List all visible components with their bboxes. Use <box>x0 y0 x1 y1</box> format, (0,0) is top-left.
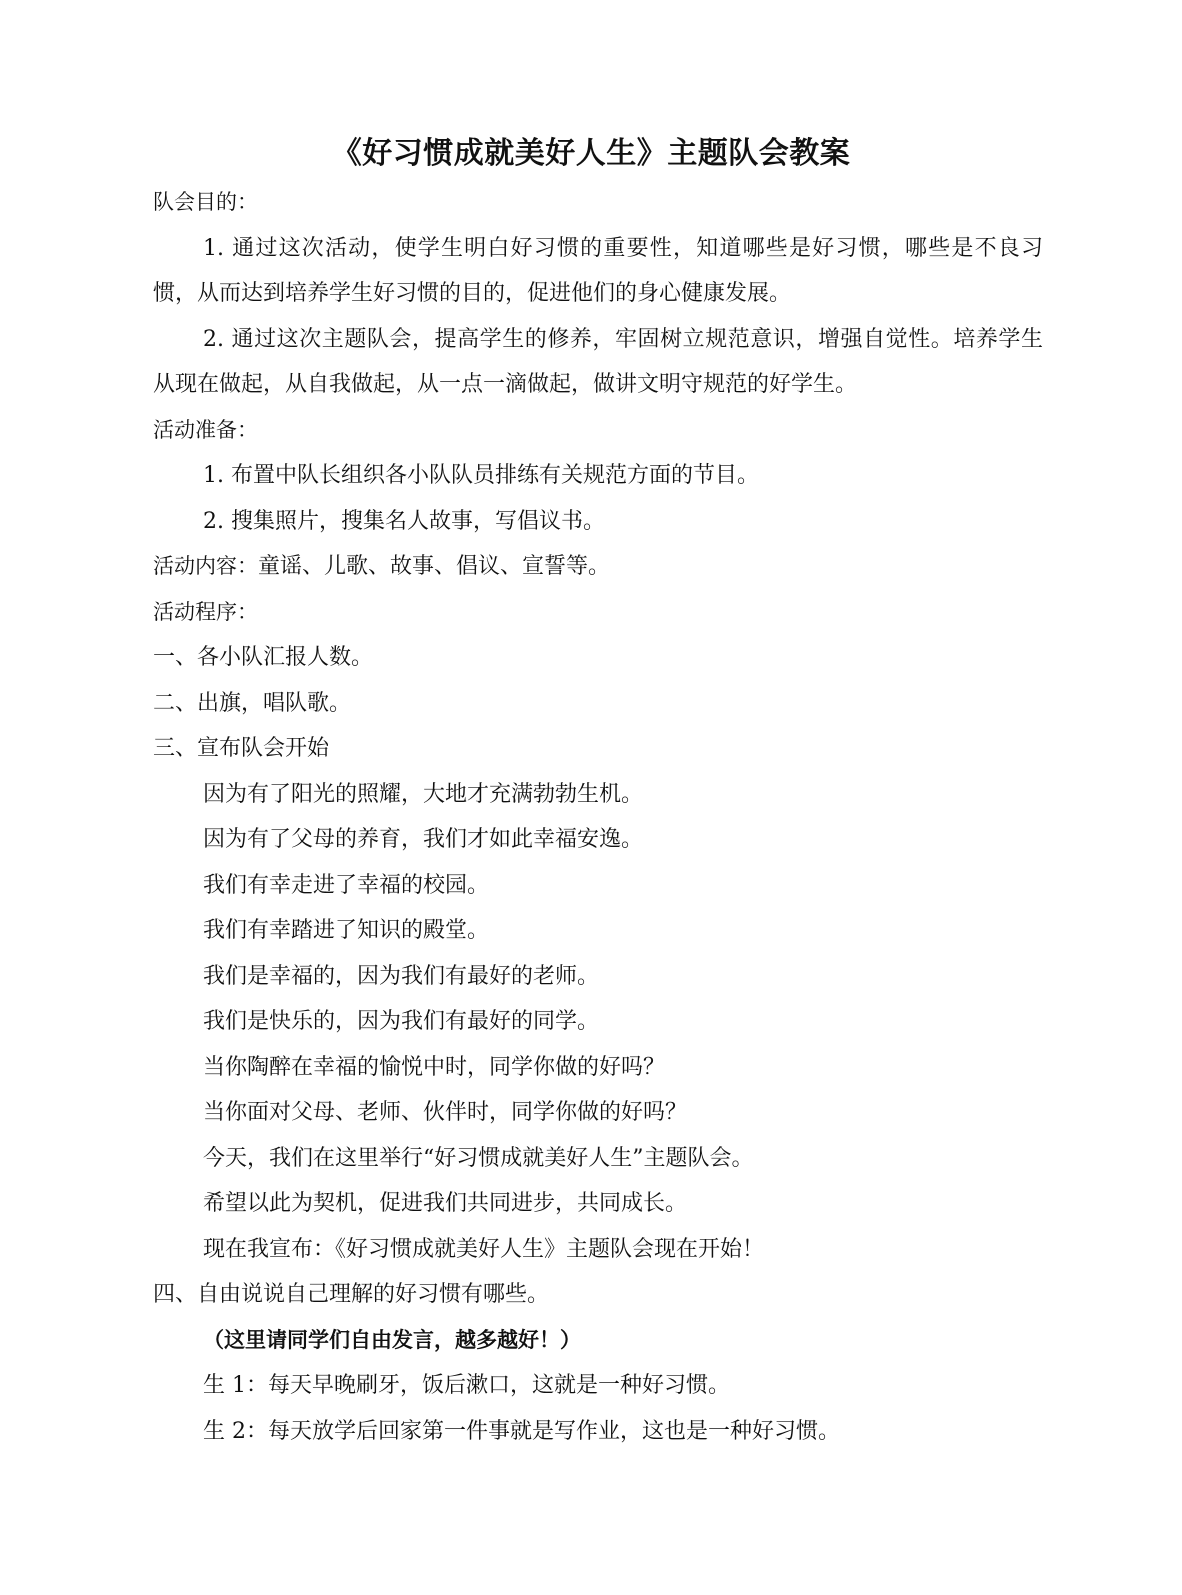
procedure-heading: 活动程序： <box>153 599 258 624</box>
purpose-heading: 队会目的： <box>153 190 258 214</box>
prep-heading: 活动准备： <box>153 417 258 442</box>
document-title: 《好习惯成就美好人生》主题队会教案 <box>331 136 851 171</box>
content-line <box>153 544 1043 590</box>
prep-item-1: 1. 布置中队长组织各小队队员排练有关规范方面的节目。 <box>203 463 759 488</box>
procedure-step-3: 三、宣布队会开始 <box>153 736 330 761</box>
prep-item-2: 2. 搜集照片，搜集名人故事，写倡议书。 <box>203 508 605 534</box>
step-4-note: （这里请同学们自由发言，越多越好！） <box>203 1327 581 1352</box>
opening-line: 我们有幸踏进了知识的殿堂。 <box>203 918 490 943</box>
procedure-step-4: 四、自由说说自己理解的好习惯有哪些。 <box>153 1282 550 1307</box>
opening-line: 当你陶醉在幸福的愉悦中时，同学你做的好吗？ <box>203 1054 666 1080</box>
opening-line: 当你面对父母、老师、伙伴时，同学你做的好吗？ <box>203 1100 688 1125</box>
opening-line: 因为有了父母的养育，我们才如此幸福安逸。 <box>203 827 644 852</box>
student-answer-2: 生 2：每天放学后回家第一件事就是写作业，这也是一种好习惯。 <box>203 1418 840 1444</box>
opening-line: 希望以此为契机，促进我们共同进步，共同成长。 <box>203 1191 688 1216</box>
purpose-item-2: 2. 通过这次主题队会，提高学生的修养，牢固树立规范意识，增强自觉性。培养学生从现在做起，从自我做起，从一点一滴做起，做讲文明守规范的好学生。 <box>153 326 1043 397</box>
opening-line: 因为有了阳光的照耀，大地才充满勃勃生机。 <box>203 781 644 807</box>
procedure-step-1: 一、各小队汇报人数。 <box>153 645 374 670</box>
opening-line: 现在我宣布：《好习惯成就美好人生》主题队会现在开始！ <box>203 1236 765 1262</box>
opening-line: 今天，我们在这里举行“好习惯成就美好人生”主题队会。 <box>203 1145 754 1171</box>
student-answer-1: 生 1：每天早晚刷牙，饭后漱口，这就是一种好习惯。 <box>203 1373 730 1398</box>
document-body <box>153 180 1043 1454</box>
opening-line: 我们是幸福的，因为我们有最好的老师。 <box>203 963 600 989</box>
content-label: 活动内容： <box>153 554 258 578</box>
procedure-step-2: 二、出旗，唱队歌。 <box>153 690 352 716</box>
content-text: 童谣、儿歌、故事、倡议、宣誓等。 <box>258 554 611 579</box>
purpose-item-1: 1. 通过这次活动，使学生明白好习惯的重要性，知道哪些是好习惯，哪些是不良习惯，从而达到培养学生好习惯的目的，促进他们的身心健康发展。 <box>153 235 1043 306</box>
opening-line: 我们是快乐的，因为我们有最好的同学。 <box>203 1009 600 1034</box>
opening-line: 我们有幸走进了幸福的校园。 <box>203 872 490 898</box>
